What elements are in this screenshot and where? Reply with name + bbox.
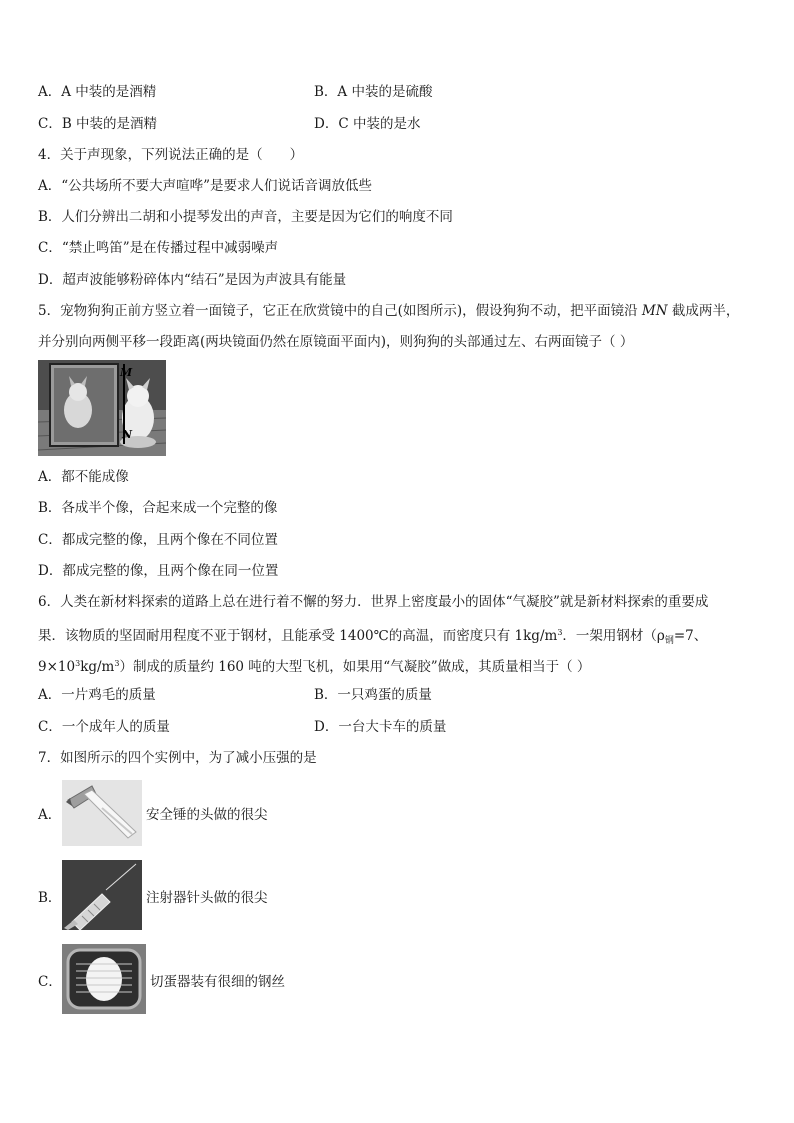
dog-mirror-illustration	[38, 360, 166, 456]
q7-option-a-letter: A．	[38, 807, 62, 823]
q4-option-c: C．“禁止鸣笛”是在传播过程中减弱噪声	[38, 240, 279, 256]
q6-line3-text-c: ）制成的质量约 160 吨的大型飞机，如果用“气凝胶”做成，其质量相当于（ ）	[119, 659, 591, 675]
q6-option-c: C．一个成年人的质量	[38, 719, 170, 735]
q7-option-b-letter: B．	[38, 890, 62, 906]
egg-slicer-image	[62, 944, 146, 1014]
q7-option-c-text: 切蛋器装有很细的钢丝	[150, 974, 285, 990]
q6-line3-sup-1: 3	[75, 659, 81, 668]
mirror-label-m: M	[120, 366, 133, 379]
syringe-illustration	[62, 860, 142, 930]
q6-stem-line-2	[38, 624, 707, 650]
q3-option-b: B．A 中装的是硫酸	[314, 84, 433, 100]
q3-option-c: C．B 中装的是酒精	[38, 116, 158, 132]
q3-option-d: D．C 中装的是水	[314, 116, 421, 132]
q6-line2-text-b: ．一架用钢材（ρ	[562, 628, 665, 644]
q6-line2-sup: 3	[557, 628, 563, 637]
q5-stem-line-2: 并分别向两侧平移一段距离(两块镜面仍然在原镜面平面内)，则狗狗的头部通过左、右两面镜子（ ）	[38, 334, 634, 350]
q5-option-d: D．都成完整的像，且两个像在同一位置	[38, 563, 279, 579]
q5-option-c: C．都成完整的像，且两个像在不同位置	[38, 532, 278, 548]
q6-stem-line-1: 6．人类在新材料探索的道路上总在进行着不懈的努力．世界上密度最小的固体“气凝胶”就是新材料探索的重要成	[38, 594, 709, 610]
q3-options-row-1	[38, 83, 758, 101]
q5-stem-text-a: 5．宠物狗狗正前方竖立着一面镜子，它正在欣赏镜中的自己(如图所示)，假设狗狗不动，把平面镜沿	[38, 303, 642, 319]
q6-line3-text-a: 9×10	[38, 659, 76, 675]
q6-option-b: B．一只鸡蛋的质量	[314, 687, 432, 703]
q6-line2-sub: 钢	[664, 636, 674, 646]
q7-stem: 7．如图所示的四个实例中，为了减小压强的是	[38, 750, 317, 766]
q5-option-b: B．各成半个像，合起来成一个完整的像	[38, 500, 278, 516]
q6-line3-sup-2: 3	[114, 659, 120, 668]
q5-stem-line-1	[38, 302, 739, 320]
q4-option-b: B．人们分辨出二胡和小提琴发出的声音，主要是因为它们的响度不同	[38, 209, 453, 225]
q6-options-row-1	[38, 686, 758, 704]
q6-options-row-2	[38, 718, 758, 736]
q6-option-d: D．一台大卡车的质量	[314, 719, 447, 735]
q6-option-a: A．一片鸡毛的质量	[38, 687, 156, 703]
q4-stem: 4．关于声现象，下列说法正确的是（ ）	[38, 147, 304, 163]
q4-option-d: D．超声波能够粉碎体内“结石”是因为声波具有能量	[38, 272, 347, 288]
dog-mirror-photo	[38, 360, 166, 456]
q6-line3-text-b: kg/m	[80, 659, 115, 675]
q4-option-a: A．“公共场所不要大声喧哗”是要求人们说话音调放低些	[38, 178, 373, 194]
mirror-label-n: N	[122, 428, 133, 441]
q7-option-b-text: 注射器针头做的很尖	[146, 890, 268, 906]
q3-options-row-2	[38, 115, 758, 133]
safety-hammer-illustration	[62, 780, 142, 846]
q6-line2-text-a: 果．该物质的坚固耐用程度不亚于钢材，且能承受 1400℃的高温，而密度只有 1kg/m	[38, 628, 558, 644]
q3-option-a: A．A 中装的是酒精	[38, 84, 157, 100]
q5-stem-mn: MN	[641, 303, 668, 319]
q7-option-c-letter: C．	[38, 974, 62, 990]
egg-slicer-illustration	[62, 944, 146, 1014]
q5-option-a: A．都不能成像	[38, 469, 129, 485]
syringe-image	[62, 860, 142, 930]
q6-line2-text-c: =7、	[673, 628, 708, 644]
q6-stem-line-3	[38, 655, 590, 676]
safety-hammer-image	[62, 780, 142, 846]
q7-option-a-text: 安全锤的头做的很尖	[146, 807, 268, 823]
q5-stem-text-b: 截成两半，	[667, 303, 740, 319]
